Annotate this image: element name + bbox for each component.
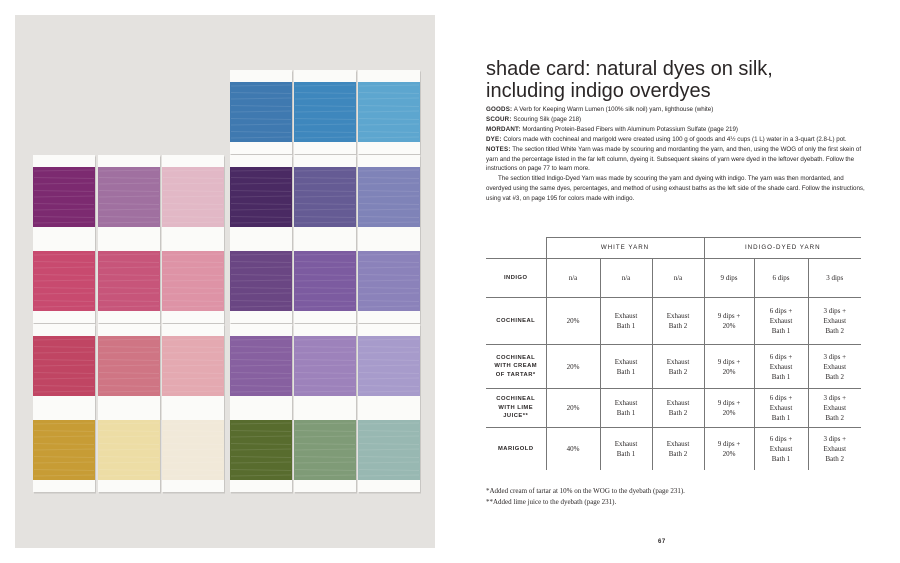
table-row [486, 345, 861, 389]
swatch-card [98, 155, 161, 241]
table-cell: n/a [652, 259, 704, 298]
swatch-card [358, 408, 421, 494]
notes-text-2: The section titled Indigo-Dyed Yarn was made by scouring the yarn and dyeing with indigo. The yarn was then mordanted, and overdyed using the same dyes, percentages, and method of using exhaust baths as the left side of the shade card. Follow the instructions, using vat #3, on page 195 for colors made with indigo. [486, 175, 865, 203]
indigo-yarn-header: INDIGO-DYED YARN [704, 238, 861, 259]
swatch-card [358, 239, 421, 325]
table-cell [704, 428, 754, 470]
table-cell [704, 345, 754, 389]
cell-text: Exhaust Bath 2 [666, 357, 690, 376]
notes-line [486, 145, 866, 175]
row-label-text: COCHINEAL WITH LIME JUICE** [496, 396, 536, 420]
cell-text: 9 dips + 20% [717, 399, 741, 417]
row-label-cochineal-cream-of-tartar [486, 345, 546, 389]
page-title [486, 58, 856, 102]
cell-text: Exhaust Bath 2 [666, 312, 690, 330]
notes-line-2 [486, 174, 866, 204]
swatch-card [33, 239, 96, 325]
row-label-indigo: INDIGO [486, 259, 546, 298]
swatch-card [162, 155, 225, 241]
cell-text: 9 dips + 20% [717, 439, 741, 458]
table-cell: 20% [546, 345, 600, 389]
table-corner [486, 238, 546, 259]
row-label-cochineal: COCHINEAL [486, 298, 546, 345]
table-cell: 3 dips [808, 259, 861, 298]
cell-text: Exhaust Bath 1 [614, 439, 638, 458]
swatch-card [98, 408, 161, 494]
table-cell [652, 389, 704, 428]
cell-text: Exhaust Bath 1 [614, 399, 638, 417]
table-cell [808, 428, 861, 470]
shade-card-table [486, 237, 861, 470]
swatch-card [33, 408, 96, 494]
swatch-card [230, 324, 293, 410]
table-cell [600, 389, 652, 428]
table-cell [652, 298, 704, 345]
cell-text: Exhaust Bath 2 [666, 399, 690, 417]
cell-text: 3 dips + Exhaust Bath 2 [823, 352, 847, 381]
table-cell: n/a [546, 259, 600, 298]
recipe-details [486, 105, 866, 204]
cell-text: 6 dips + Exhaust Bath 1 [769, 434, 793, 463]
scour-text: Scouring Silk (page 218) [513, 115, 582, 123]
swatch-card [98, 324, 161, 410]
swatch-card [358, 70, 421, 156]
cell-text: Exhaust Bath 2 [666, 439, 690, 458]
swatch-card [358, 155, 421, 241]
table-cell [808, 345, 861, 389]
row-label-marigold: MARIGOLD [486, 428, 546, 470]
cell-text: 6 dips + Exhaust Bath 1 [769, 307, 793, 335]
swatch-card [230, 70, 293, 156]
dye-text: Colors made with cochineal and marigold were created using 100 g of goods and 4½ cups (1 L) water in a 3-quart (2.8-L) pot. [503, 135, 847, 143]
table-cell [600, 298, 652, 345]
swatch-card [230, 155, 293, 241]
title-line-1: shade card: natural dyes on silk, [486, 58, 773, 80]
cell-text: 3 dips + Exhaust Bath 2 [823, 307, 847, 335]
footnote-1: *Added cream of tartar at 10% on the WOG to the dyebath (page 231). [486, 487, 685, 495]
swatch-card [294, 324, 357, 410]
table-cell: 40% [546, 428, 600, 470]
table-cell [808, 298, 861, 345]
swatch-card [294, 70, 357, 156]
scour-line [486, 115, 866, 125]
table-cell [704, 298, 754, 345]
swatch-card [294, 408, 357, 494]
table-row [486, 389, 861, 428]
cell-text: 3 dips + Exhaust Bath 2 [823, 434, 847, 463]
cell-text: 9 dips + 20% [717, 357, 741, 376]
table-cell [600, 428, 652, 470]
table-cell: 9 dips [704, 259, 754, 298]
swatch-grid [15, 15, 435, 548]
table-cell [652, 428, 704, 470]
cell-text: 6 dips + Exhaust Bath 1 [769, 394, 793, 422]
goods-text: A Verb for Keeping Warm Lumen (100% silk noil) yarn, lighthouse (white) [513, 106, 714, 113]
swatch-photo [15, 15, 435, 548]
mordant-text: Mordanting Protein-Based Fibers with Aluminum Potassium Sulfate (page 219) [522, 125, 738, 133]
table-cell [704, 389, 754, 428]
notes-text-1: The section titled White Yarn was made by scouring and mordanting the yarn, and then, using the WOG of only the first skein of yarn and the percentage listed in the far left column, dyeing it. Subsequent skeins of yarn were dyed in the leftover dyebath. Follow the instructions on page 77 to learn more. [486, 145, 862, 173]
swatch-card [230, 239, 293, 325]
swatch-card [230, 408, 293, 494]
table-cell [652, 345, 704, 389]
table-row [486, 259, 861, 298]
cell-text: 6 dips + Exhaust Bath 1 [769, 352, 793, 381]
swatch-card [33, 324, 96, 410]
table-row [486, 298, 861, 345]
cell-text: 9 dips + 20% [717, 312, 741, 330]
row-label-cochineal-lime-juice [486, 389, 546, 428]
title-line-2: including indigo overdyes [486, 80, 711, 102]
row-label-text: COCHINEAL WITH CREAM OF TARTAR* [494, 354, 538, 378]
swatch-card [162, 324, 225, 410]
table-cell [808, 389, 861, 428]
dye-line [486, 135, 866, 145]
dye-label: DYE: [486, 135, 502, 143]
table-cell [754, 428, 808, 470]
swatch-card [162, 239, 225, 325]
swatch-card [98, 239, 161, 325]
table-cell [600, 345, 652, 389]
scour-label: SCOUR: [486, 115, 512, 123]
cell-text: 3 dips + Exhaust Bath 2 [823, 394, 847, 422]
table-row [486, 428, 861, 470]
table-cell [754, 389, 808, 428]
mordant-label: MORDANT: [486, 125, 521, 133]
white-yarn-header: WHITE YARN [546, 238, 704, 259]
page-number: 67 [658, 539, 666, 545]
goods-line [486, 105, 866, 115]
cell-text: Exhaust Bath 1 [614, 357, 638, 376]
table-cell: 20% [546, 389, 600, 428]
swatch-card [358, 324, 421, 410]
table-cell [754, 298, 808, 345]
table-cell: 20% [546, 298, 600, 345]
swatch-card [294, 239, 357, 325]
table-cell: 6 dips [754, 259, 808, 298]
table-cell: n/a [600, 259, 652, 298]
swatch-card [294, 155, 357, 241]
footnote-2: **Added lime juice to the dyebath (page 231). [486, 498, 617, 506]
cell-text: Exhaust Bath 1 [614, 312, 638, 330]
swatch-card [33, 155, 96, 241]
swatch-card [162, 408, 225, 494]
notes-label: NOTES: [486, 145, 511, 153]
goods-label: GOODS: [486, 106, 513, 113]
mordant-line [486, 125, 866, 135]
table-cell [754, 345, 808, 389]
